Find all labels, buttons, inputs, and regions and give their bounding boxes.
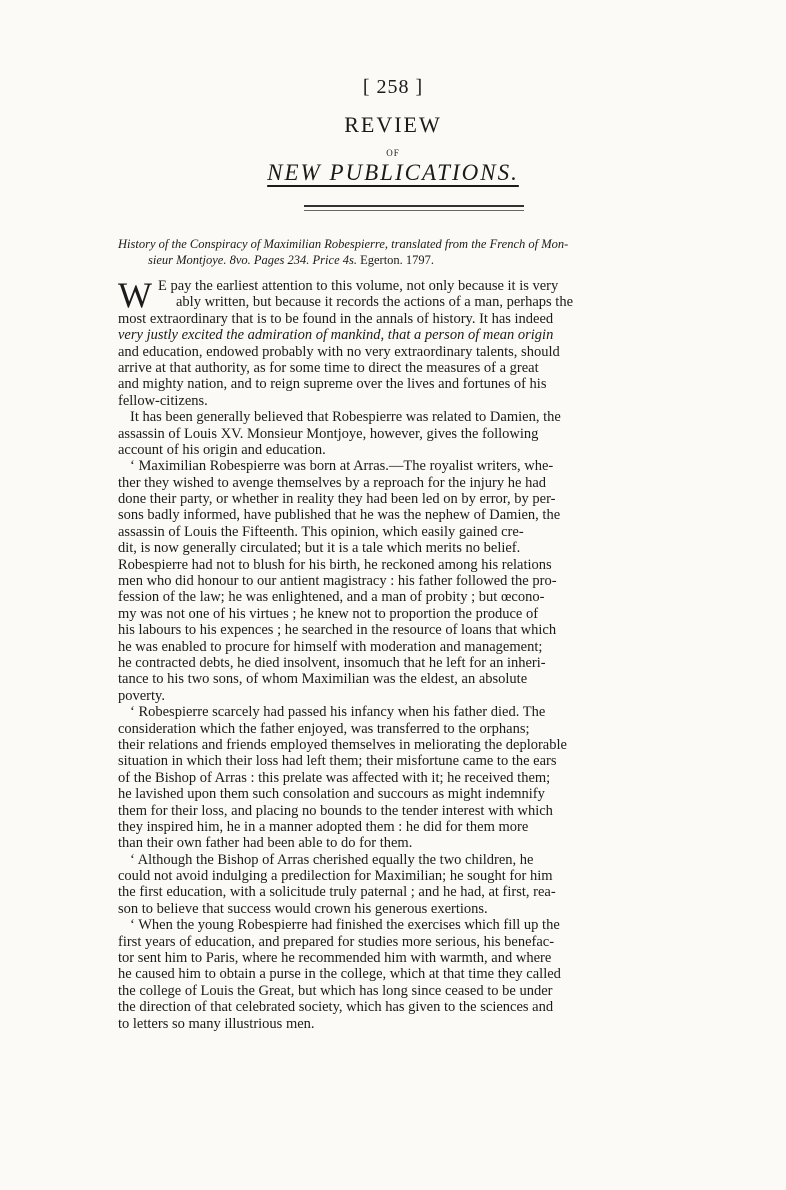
text-line: assassin of Louis XV. Monsieur Montjoye, however, gives the following [118,425,539,442]
text-line: arrive at that authority, as for some time to direct the measures of a great [118,359,539,376]
text-line: very justly excited the admiration of mankind, that a person of mean origin [118,327,554,344]
text-line: sons badly informed, have published that he was the nephew of Damien, the [118,507,561,524]
text-line: ‘ Robespierre scarcely had passed his infancy when his father died. The [130,704,546,721]
text-line: he caused him to obtain a purse in the college, which at that time they called [118,966,561,983]
text-line: ‘ Although the Bishop of Arras cherished equally the two children, he [130,851,534,868]
text-line: done their party, or whether in reality they had been led on by error, by per- [118,491,556,508]
text-line: the direction of that celebrated society, which has given to the sciences and [118,999,554,1016]
citation-line-2-publisher: Egerton. 1797. [356,253,435,267]
drop-cap: W [118,275,152,315]
text-line: and mighty nation, and to reign supreme over the lives and fortunes of his [118,376,547,393]
text-line: fellow-citizens. [118,392,208,409]
title-rule-thick [304,205,524,207]
text-line: ‘ Maximilian Robespierre was born at Arras.—The royalist writers, whe- [130,458,554,475]
section-title: REVIEW [344,112,442,137]
text-line: he lavished upon them such consolation and succours as might indemnify [118,786,545,803]
article-body [118,275,674,1032]
section-subtitle: NEW PUBLICATIONS. [267,160,519,185]
text-line: fession of the law; he was enlightened, and a man of probity ; but œcono- [118,589,545,606]
text-line: could not avoid indulging a predilection for Maximilian; he sought for him [118,868,553,885]
text-line: his labours to his expences ; he searched in the resource of loans that which [118,622,557,639]
text-line: tance to his two sons, of whom Maximilian was the eldest, an absolute [118,671,528,688]
text-line: men who did honour to our antient magistracy : his father followed the pro- [118,573,557,590]
text-line: of the Bishop of Arras : this prelate was affected with it; he received them; [118,769,551,786]
text-line: first years of education, and prepared for studies more serious, his benefac- [118,933,555,950]
section-of: OF [386,148,400,158]
text-line: the college of Louis the Great, but which has long since ceased to be under [118,982,553,999]
text-line: It has been generally believed that Robespierre was related to Damien, the [130,409,561,426]
text-line: their relations and friends employed themselves in meliorating the deplorable [118,736,567,753]
citation-line-2 [118,252,678,268]
text-line: E pay the earliest attention to this volume, not only because it is very [158,278,559,294]
text-line: account of his origin and education. [118,441,326,458]
text-line: tor sent him to Paris, where he recommended him with warmth, and where [118,950,552,967]
text-line: poverty. [118,687,165,704]
text-line: ably written, but because it records the actions of a man, perhaps the [176,294,574,311]
text-line: and education, endowed probably with no very extraordinary talents, should [118,343,560,360]
text-line: the first education, with a solicitude truly paternal ; and he had, at first, rea- [118,884,556,901]
text-line: ‘ When the young Robespierre had finished the exercises which fill up the [130,917,560,934]
text-line: than their own father had been able to do for them. [118,835,413,852]
text-line: consideration which the father enjoyed, was transferred to the orphans; [118,720,530,737]
text-line: to letters so many illustrious men. [118,1015,315,1032]
book-citation [118,236,678,268]
text-line: they inspired him, he in a manner adopted them : he did for them more [118,818,529,835]
citation-line-1: History of the Conspiracy of Maximilian Robespierre, translated from the French of Mon- [118,237,569,251]
text-line: them for their loss, and placing no bounds to the tender interest with which [118,802,553,819]
text-line: dit, is now generally circulated; but it is a tale which merits no belief. [118,540,521,557]
text-line: he contracted debts, he died insolvent, insomuch that he left for an inheri- [118,654,546,671]
text-line: situation in which their loss had left them; their misfortune came to the ears [118,753,557,770]
text-line: my was not one of his virtues ; he knew not to proportion the produce of [118,605,539,622]
title-rule-thin [304,210,524,211]
text-line: ther they wished to avenge themselves by a reproach for the injury he had [118,474,547,491]
citation-line-2-italic: sieur Montjoye. 8vo. Pages 234. Price 4s. [148,253,357,267]
text-line: son to believe that success would crown his generous exertions. [118,900,488,917]
text-line: assassin of Louis the Fifteenth. This opinion, which easily gained cre- [118,523,524,540]
text-line: he was enabled to procure for himself with moderation and management; [118,638,543,655]
page-number: [ 258 ] [362,76,424,98]
text-line: most extraordinary that is to be found in the annals of history. It has indeed [118,310,554,327]
text-line: Robespierre had not to blush for his birth, he reckoned among his relations [118,556,552,573]
